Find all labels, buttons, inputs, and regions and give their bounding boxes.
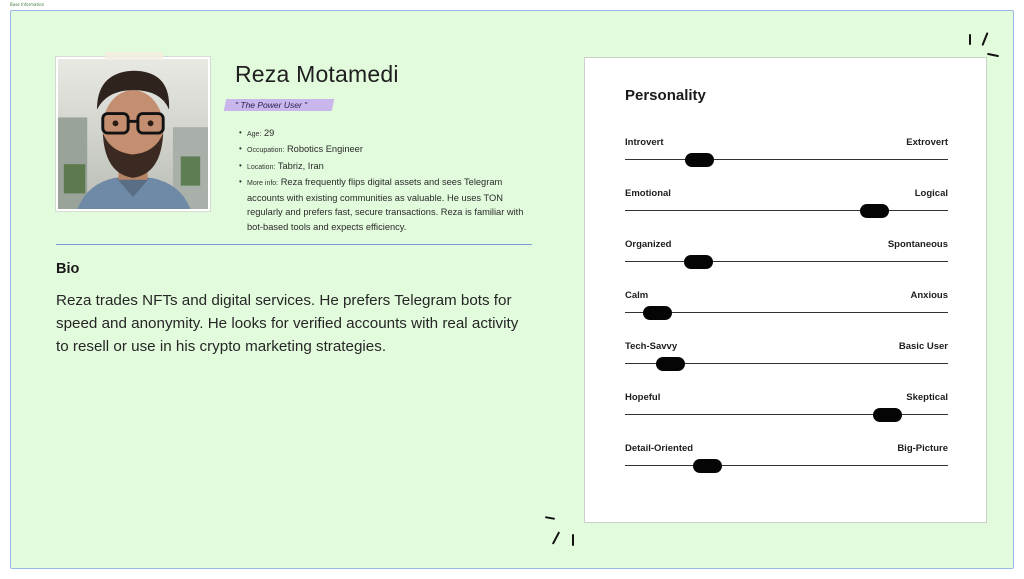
personality-slider[interactable] (625, 290, 948, 320)
slider-left-label: Detail-Oriented (625, 443, 694, 454)
slider-thumb[interactable] (684, 255, 713, 269)
slider-right-label: Anxious (910, 290, 948, 301)
persona-tagline: " The Power User " (224, 99, 335, 111)
slider-right-label: Extrovert (906, 137, 948, 148)
slider-right-label: Spontaneous (887, 239, 948, 250)
slider-thumb[interactable] (656, 357, 685, 371)
slider-track[interactable] (625, 210, 948, 211)
slider-right-label: Skeptical (906, 392, 948, 403)
persona-name: Reza Motamedi (235, 61, 399, 87)
photo-tape (105, 52, 163, 60)
slider-left-label: Hopeful (625, 392, 661, 403)
slider-track[interactable] (625, 465, 948, 466)
slider-track[interactable] (625, 159, 948, 160)
slider-thumb[interactable] (873, 408, 902, 422)
slider-left-label: Tech-Savvy (625, 341, 678, 352)
fact-more-info: • More info: Reza frequently flips digital assets and sees Telegram accounts with existing communities as valuable. He uses TON regularly and prefers fast, secure transactions. Reza is familiar with bot-based tools and expects efficiency. (239, 175, 539, 234)
fact-location: • Location: Tabriz, Iran (239, 159, 539, 175)
frame-label: Base Information (10, 2, 45, 7)
slider-left-label: Introvert (625, 137, 664, 148)
persona-board (10, 10, 1014, 569)
sparkle-doodle-top-right (963, 31, 1003, 65)
slider-right-label: Basic User (898, 341, 948, 352)
sparkle-doodle-bottom (543, 515, 583, 549)
bio-heading: Bio (56, 261, 80, 277)
slider-left-label: Calm (625, 290, 649, 301)
personality-slider[interactable] (625, 137, 948, 167)
personality-heading: Personality (625, 87, 706, 104)
slider-right-label: Big-Picture (897, 443, 948, 454)
fact-age: • Age: 29 (239, 126, 539, 142)
slider-right-label: Logical (914, 188, 948, 199)
slider-thumb[interactable] (693, 459, 722, 473)
bio-text: Reza trades NFTs and digital services. He prefers Telegram bots for speed and anonymity. He looks for verified accounts with real activity to resell or use in his crypto marketing strategies. (56, 292, 519, 355)
slider-thumb[interactable] (860, 204, 889, 218)
personality-card (584, 57, 987, 523)
section-divider (56, 244, 532, 245)
slider-track[interactable] (625, 312, 948, 313)
personality-slider[interactable] (625, 443, 948, 473)
slider-thumb[interactable] (643, 306, 672, 320)
slider-left-label: Emotional (625, 188, 671, 199)
profile-photo (56, 57, 210, 211)
slider-track[interactable] (625, 261, 948, 262)
personality-slider[interactable] (625, 188, 948, 218)
fact-occupation: • Occupation: Robotics Engineer (239, 142, 539, 158)
personality-slider[interactable] (625, 239, 948, 269)
personality-slider[interactable] (625, 341, 948, 371)
slider-left-label: Organized (625, 239, 672, 250)
slider-thumb[interactable] (685, 153, 714, 167)
personality-slider[interactable] (625, 392, 948, 422)
persona-facts (239, 126, 539, 234)
